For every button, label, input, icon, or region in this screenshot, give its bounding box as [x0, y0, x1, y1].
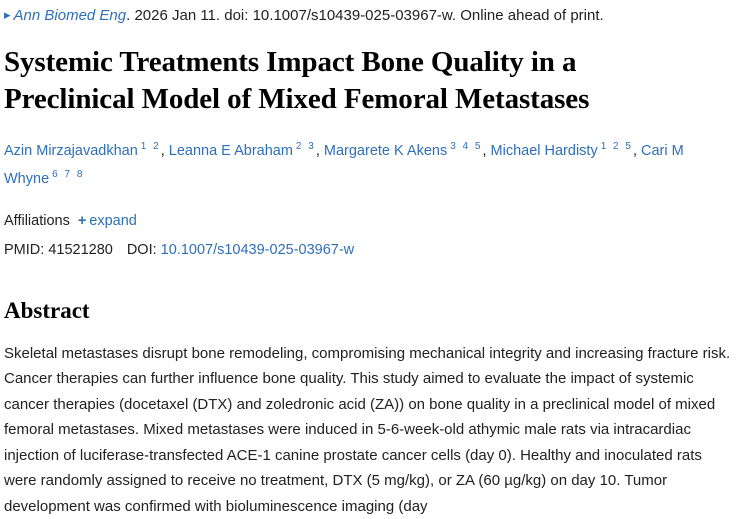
doi-label: DOI:: [126, 241, 157, 258]
page-title: Systemic Treatments Impact Bone Quality in a Preclinical Model of Mixed Femoral Metastases: [4, 46, 590, 115]
affiliations-label: Affiliations: [4, 212, 70, 229]
doi-link[interactable]: 10.1007/s10439-025-03967-w: [160, 241, 355, 258]
affiliations-expand-label: expand: [89, 212, 137, 229]
author-affil-refs-3: 3 4 5: [450, 141, 483, 152]
affiliations-row: [4, 211, 742, 231]
author-separator-2: ,: [315, 142, 324, 159]
chevron-right-icon[interactable]: ▸: [4, 7, 11, 22]
journal-name-link[interactable]: Ann Biomed Eng: [13, 7, 127, 24]
pmid-value: 41521280: [48, 241, 113, 258]
author-link-4[interactable]: Michael Hardisty: [490, 142, 598, 159]
journal-citation-details: . 2026 Jan 11. doi: 10.1007/s10439-025-03967-w. Online ahead of print.: [126, 7, 604, 24]
author-affil-refs-1: 1 2: [140, 141, 161, 152]
abstract-heading: Abstract: [4, 297, 90, 323]
author-affil-refs-5: 6 7 8: [52, 168, 85, 180]
pmid-label: PMID:: [4, 241, 45, 258]
author-link-3[interactable]: Margarete K Akens: [323, 142, 448, 159]
author-link-2[interactable]: Leanna E Abraham: [168, 142, 293, 159]
journal-citation-line: [4, 0, 742, 26]
affiliations-expand-button[interactable]: [78, 213, 137, 229]
author-link-1[interactable]: Azin Mirzajavadkhan: [4, 142, 138, 159]
author-list: [4, 135, 742, 191]
author-separator-1: ,: [160, 142, 169, 159]
identifiers-row: [4, 240, 742, 260]
author-separator-3: ,: [482, 142, 491, 159]
author-separator-4: ,: [632, 142, 642, 159]
author-affil-refs-2: 2 3: [295, 141, 316, 152]
plus-icon: +: [77, 212, 87, 229]
abstract-text: Skeletal metastases disrupt bone remodeling, compromising mechanical integrity and increasing fracture risk. Cancer therapies can further influence bone quality. This study aimed to evaluate the impact of systemic cancer therapies (docetaxel (DTX) and zoledronic acid (ZA)) on bone quality in a preclinical model of mixed femoral metastases. Mixed metastases were induced in 5-6-week-old athymic male rats via intracardiac injection of luciferase-transfected ACE-1 canine prostate cancer cells (day 0). Healthy and inoculated rats were randomly assigned to receive no treatment, DTX (5 mg/kg), or ZA (60 µg/kg) on day 10. Tumor development was confirmed with bioluminescence imaging (day: [4, 344, 731, 515]
author-affil-refs-4: 1 2 5: [600, 141, 633, 152]
author-link-5[interactable]: Cari M Whyne: [4, 142, 684, 187]
